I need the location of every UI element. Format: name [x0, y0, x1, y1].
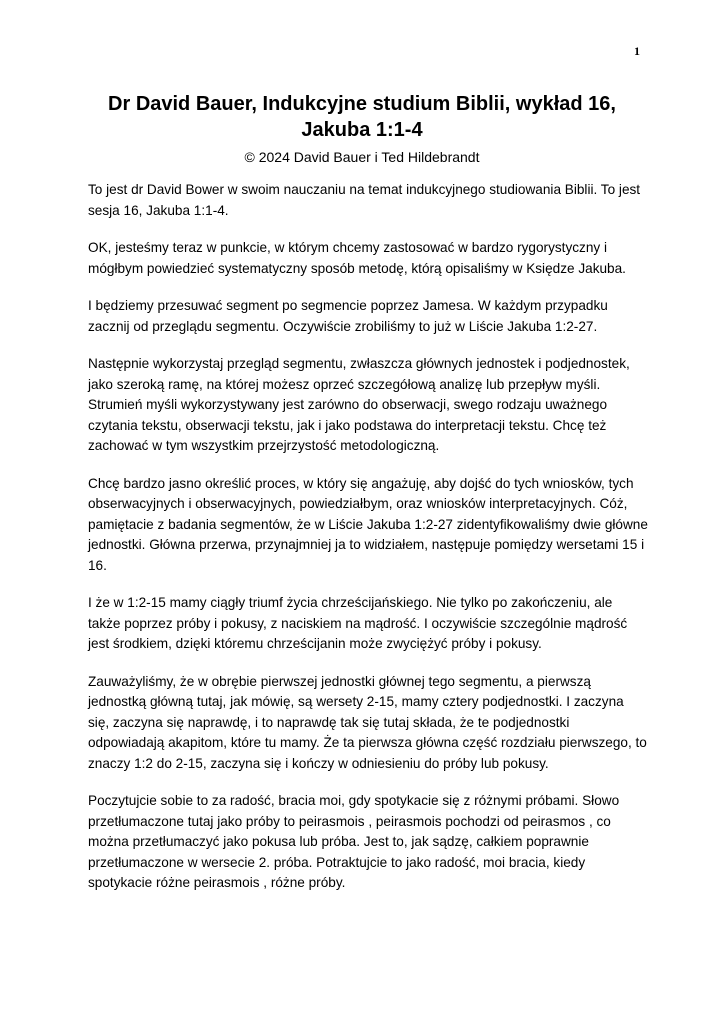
paragraph: Zauważyliśmy, że w obrębie pierwszej jednostki głównej tego segmentu, a pierwszą jednostką główną tutaj, jak mówię, są wersety 2-15, mamy cztery podjednostki. I zaczyna się, zaczyna się naprawdę, i to naprawdę tak się tutaj składa, że te podjednostki odpowiadają akapitom, które tu mamy. Że ta pierwsza główna część rozdziału pierwszego, to znaczy 1:2 do 2-15, zaczyna się i kończy w odniesieniu do próby lub pokusy.: [88, 673, 647, 771]
paragraph: To jest dr David Bower w swoim nauczaniu na temat indukcyjnego studiowania Biblii. To jest sesja 16, Jakuba 1:1-4.: [88, 182, 641, 218]
document-title: [60, 91, 664, 143]
title-line-2: Jakuba 1:1-4: [301, 119, 423, 141]
paragraph: I będziemy przesuwać segment po segmencie poprzez Jamesa. W każdym przypadku zacznij od przeglądu segmentu. Oczywiście zrobiliśmy to już w Liście Jakuba 1:2-27.: [88, 298, 608, 334]
document-body: [88, 180, 648, 911]
paragraph: Następnie wykorzystaj przegląd segmentu, zwłaszcza głównych jednostek i podjednostek, jako szeroką ramę, na której możesz oprzeć szczegółową analizę lub przepływ myśli. Strumień myśli wykorzystywany jest zarówno do obserwacji, swego rodzaju uważnego czytania tekstu, obserwacji tekstu, jak i jako podstawa do interpretacji tekstu. Chcę też zachować w tym wszystkim przejrzystość metodologiczną.: [88, 356, 630, 453]
paragraph: I że w 1:2-15 mamy ciągły triumf życia chrześcijańskiego. Nie tylko po zakończeniu, ale także poprzez próby i pokusy, z naciskiem na mądrość. I oczywiście szczególnie mądrość jest środkiem, dzięki któremu chrześcijanin może zwyciężyć próby i pokusy.: [88, 595, 628, 651]
paragraph: OK, jesteśmy teraz w punkcie, w którym chcemy zastosować w bardzo rygorystyczny i mógłbym powiedzieć systematyczny sposób metodę, którą opisaliśmy w Księdze Jakuba.: [88, 240, 626, 276]
title-line-1: Dr David Bauer, Indukcyjne studium Biblii, wykład 16,: [108, 93, 616, 115]
page-number: 1: [634, 44, 640, 58]
paragraph: Chcę bardzo jasno określić proces, w który się angażuję, aby dojść do tych wniosków, tych obserwacyjnych i obserwacyjnych, powiedziałbym, oraz wniosków interpretacyjnych. Cóż, pamiętacie z badania segmentów, że w Liście Jakuba 1:2-27 zidentyfikowaliśmy dwie główne jednostki. Główna przerwa, przynajmniej ja to widziałem, następuje pomiędzy wersetami 15 i 16.: [88, 475, 648, 573]
copyright-line: © 2024 David Bauer i Ted Hildebrandt: [244, 149, 480, 165]
paragraph: Poczytujcie sobie to za radość, bracia moi, gdy spotykacie się z różnymi próbami. Słowo przetłumaczone tutaj jako próby to peirasmois , peirasmois pochodzi od peirasmos , co można przetłumaczyć jako pokusa lub próba. Jest to, jak sądzę, całkiem poprawnie przetłumaczone w wersecie 2. próba. Potraktujcie to jako radość, moi bracia, kiedy spotykacie różne peirasmois , różne próby.: [88, 793, 620, 890]
